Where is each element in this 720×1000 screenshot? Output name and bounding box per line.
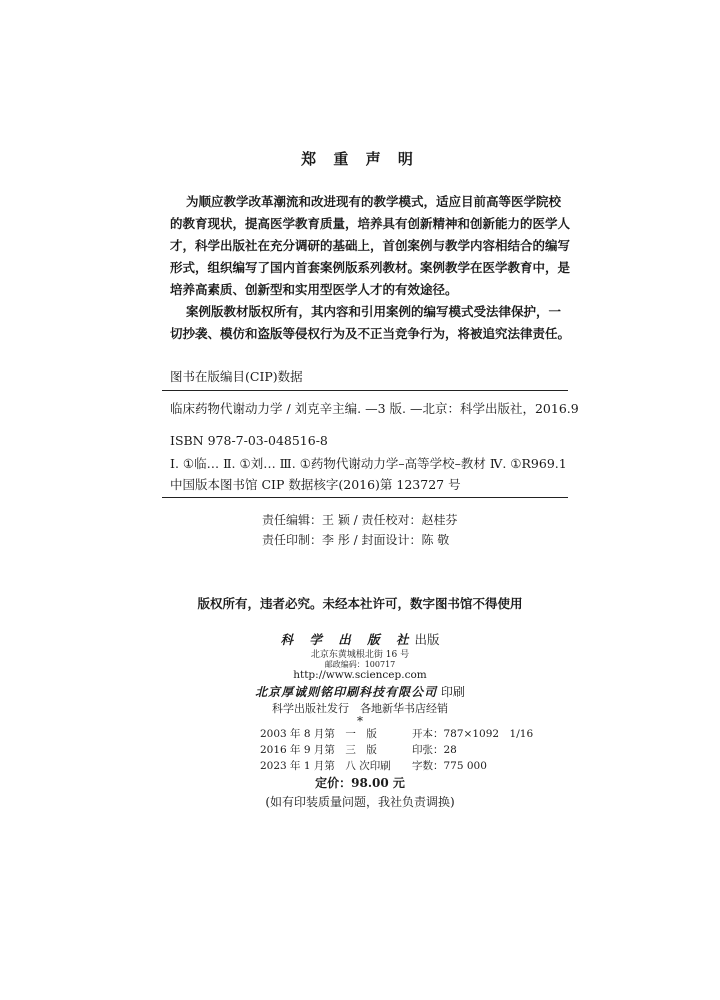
cip-bottom-rule — [162, 497, 568, 498]
publisher-postcode: 邮政编码：100717 — [324, 660, 396, 669]
printer-suffix: 印刷 — [440, 685, 465, 699]
statement-line-4: 形式，组织编写了国内首套案例版系列教材。案例教学在医学教育中，是 — [170, 260, 571, 275]
statement-line-6: 案例版教材版权所有，其内容和引用案例的编写模式受法律保护，一 — [186, 304, 562, 319]
edition-spec: 开本：787×1092 1/16 — [412, 728, 534, 740]
staff-line-1: 责任编辑：王 颖 / 责任校对：赵桂芬 — [262, 513, 458, 527]
edition-date: 2003 年 8 月第 一 版 — [260, 728, 377, 740]
publisher — [0, 630, 720, 648]
statement-line-3: 才，科学出版社在充分调研的基础上，首创案例与教学内容相结合的编写 — [170, 238, 571, 253]
edition-spec: 字数：775 000 — [412, 760, 487, 772]
edition-date: 2023 年 1 月第 八 次印刷 — [260, 760, 391, 772]
rights-notice: 版权所有，违者必究。未经本社许可，数字图书馆不得使用 — [197, 596, 523, 611]
quality-notice: (如有印装质量问题，我社负责调换) — [265, 795, 455, 809]
price — [0, 774, 720, 791]
edition-row — [260, 758, 487, 773]
publisher-address: 北京东黄城根北街 16 号 — [310, 650, 410, 660]
cip-book-line: 临床药物代谢动力学 / 刘克辛主编. —3 版. —北京：科学出版社，2016.9 — [170, 401, 579, 416]
statement-line-1: 为顺应教学改革潮流和改进现有的教学模式，适应目前高等医学院校 — [186, 194, 562, 209]
staff-line-2: 责任印制：李 彤 / 封面设计：陈 敬 — [262, 533, 450, 547]
cip-classification: Ⅰ. ①临… Ⅱ. ①刘… Ⅲ. ①药物代谢动力学–高等学校–教材 Ⅳ. ①R969.1 — [170, 456, 567, 471]
publisher-name: 科 学 出 版 社 — [280, 632, 415, 647]
printer-name: 北京厚诚则铭印刷科技有限公司 — [255, 685, 438, 699]
edition-spec: 印张：28 — [412, 744, 457, 756]
printer — [0, 683, 720, 700]
cip-isbn: ISBN 978-7-03-048516-8 — [170, 433, 328, 448]
distributor: 科学出版社发行 各地新华书店经销 — [272, 702, 448, 715]
publisher-website: http://www.sciencep.com — [293, 669, 427, 681]
publisher-suffix: 出版 — [414, 632, 440, 647]
cip-heading: 图书在版编目(CIP)数据 — [170, 369, 303, 384]
cip-core-number: 中国版本图书馆 CIP 数据核字(2016)第 123727 号 — [170, 477, 461, 492]
price-label: 定价： — [315, 776, 352, 790]
statement-line-7: 切抄袭、模仿和盗版等侵权行为及不正当竞争行为，将被追究法律责任。 — [170, 326, 571, 341]
edition-date: 2016 年 9 月第 三 版 — [260, 744, 377, 756]
price-value: 98.00 元 — [351, 776, 405, 790]
cip-top-rule — [162, 390, 568, 391]
edition-row — [260, 742, 457, 757]
page-title: 郑 重 声 明 — [301, 150, 419, 168]
separator-star: * — [357, 714, 363, 728]
statement-line-2: 的教育现状，提高医学教育质量，培养具有创新精神和创新能力的医学人 — [170, 216, 571, 231]
statement-line-5: 培养高素质、创新型和实用型医学人才的有效途径。 — [170, 282, 458, 297]
edition-row — [260, 726, 533, 741]
